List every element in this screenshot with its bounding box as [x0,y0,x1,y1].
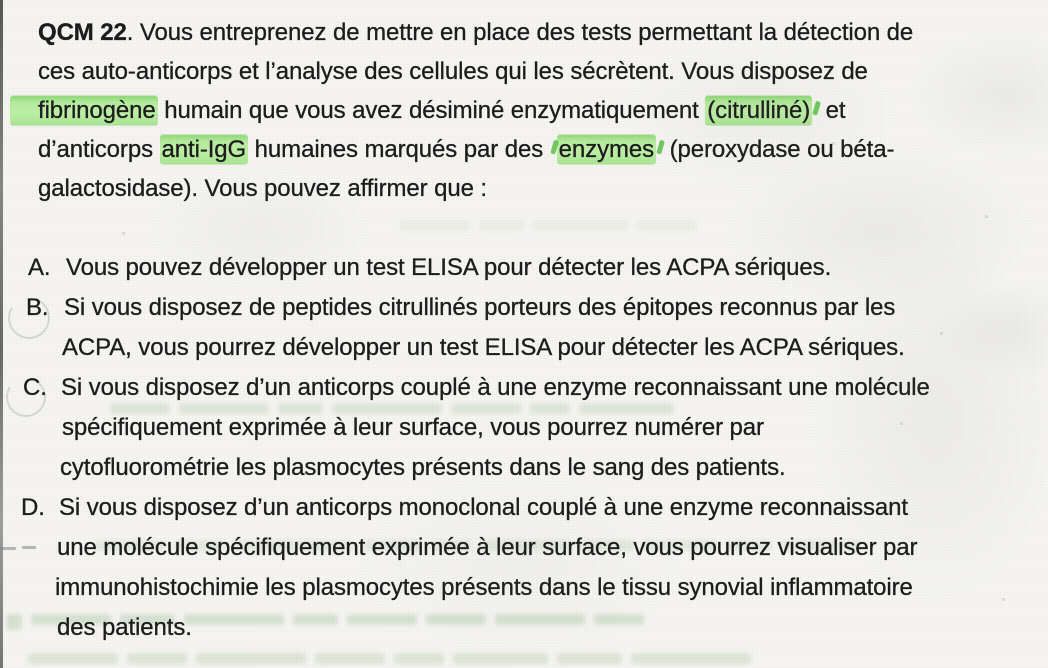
intro-line [38,55,868,89]
highlighted-term-citrulline: (citrulliné) [707,97,811,124]
option-d-text: Si vous disposez d’un anticorps monoclonal couplé à une enzyme reconnaissant [59,494,908,521]
option-d-line [57,531,917,565]
intro-line [38,16,913,50]
option-d-line [55,571,913,605]
intro-text: d’anticorps [38,136,160,163]
option-letter-a: A. [28,254,51,281]
highlighted-term-anti-igg: anti-IgG [161,136,247,163]
option-b-line [62,331,905,365]
option-c-line [60,451,786,485]
intro-line [38,94,846,128]
ghost-text-bleedthrough [28,653,751,664]
scan-speckle [122,232,125,235]
option-b-text: ACPA, vous pourrez développer un test ELISA pour détecter les ACPA sériques. [62,334,905,361]
intro-line [38,172,487,206]
highlighted-term-enzymes: enzymes [558,136,655,163]
intro-text: ces auto-anticorps et l’analyse des cellules qui les sécrètent. Vous disposez de [38,58,868,85]
option-d-line [57,611,192,645]
intro-text: galactosidase). Vous pouvez affirmer que : [38,175,487,202]
pencil-dash-mark [22,546,36,549]
highlighted-term-fibrinogene: fibrinogène [10,96,158,125]
question-number: QCM 22 [38,19,127,46]
intro-text: (peroxydase ou béta- [663,136,895,163]
intro-text: . Vous entreprenez de mettre en place des tests permettant la détection de [126,19,914,46]
option-d-text: des patients. [57,614,192,641]
option-d-text: une molécule spécifiquement exprimée à leur surface, vous pourrez visualiser par [57,534,918,561]
option-d-text: immunohistochimie les plasmocytes présents dans le tissu synovial inflammatoire [55,574,913,601]
option-a-line [28,251,831,285]
scan-speckle [900,422,903,425]
intro-text: humain que vous avez désiminé enzymatiquement [157,97,706,124]
intro-line [38,133,894,167]
option-letter-b: B. [26,294,49,321]
scan-edge-shadow [0,0,3,668]
scan-speckle [1002,598,1005,601]
option-c-text: spécifiquement exprimée à leur surface, vous pourrez numérer par [62,414,764,441]
option-b-text: Si vous disposez de peptides citrullinés porteurs des épitopes reconnus par les [64,294,896,321]
option-c-line [62,411,764,445]
option-c-line [23,371,930,405]
option-c-text: Si vous disposez d’un anticorps couplé à une enzyme reconnaissant une molécule [61,374,930,401]
option-b-line [26,291,895,325]
intro-text: et [819,97,846,124]
option-a-text: Vous pouvez développer un test ELISA pour détecter les ACPA sériques. [66,254,832,281]
option-c-text: cytofluorométrie les plasmocytes présents dans le sang des patients. [60,454,786,481]
intro-text: humaines marqués par des [248,136,550,163]
scan-speckle [940,332,943,335]
option-letter-c: C. [23,374,47,401]
scan-speckle [985,215,988,218]
option-d-line [21,491,908,525]
option-letter-d: D. [21,494,45,521]
ghost-text-bleedthrough [400,220,697,231]
